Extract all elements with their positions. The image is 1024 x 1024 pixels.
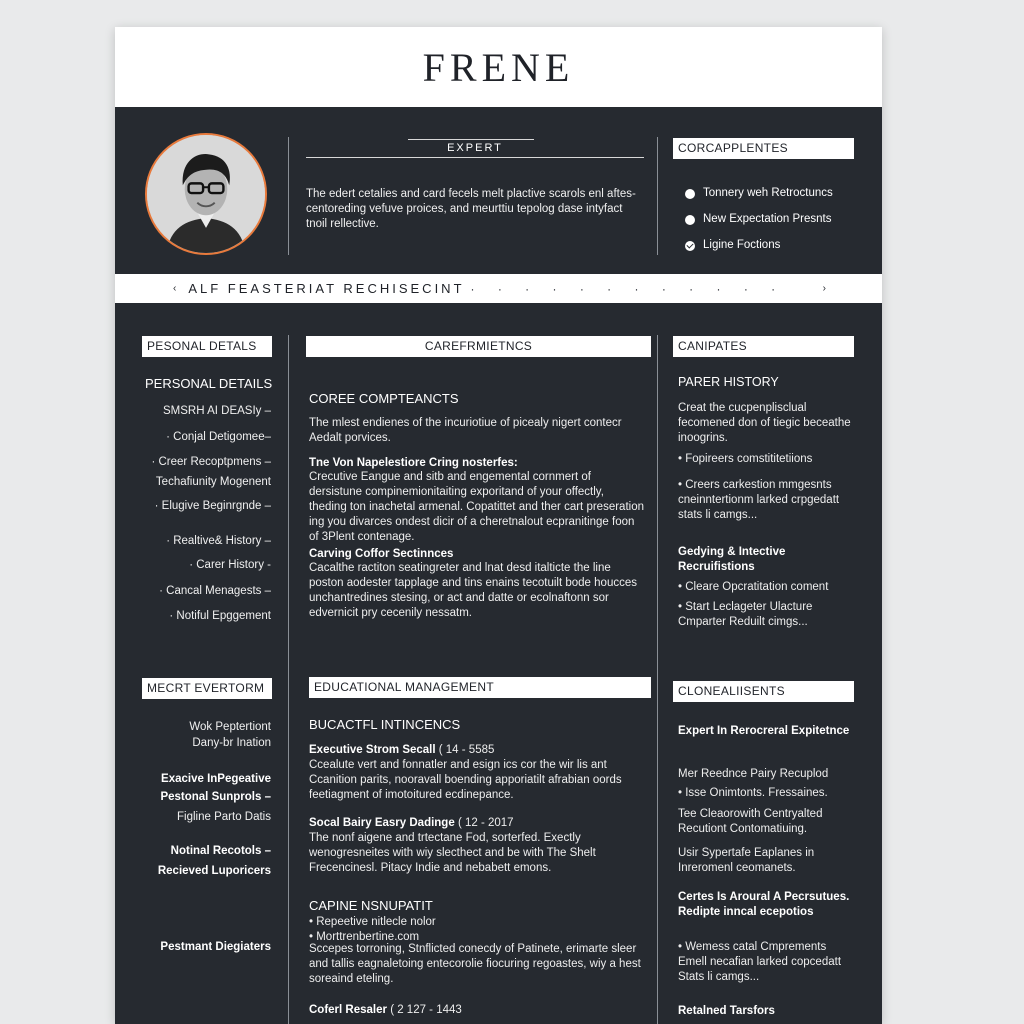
cap-items: • Repeetive nitlecle nolor • Morttrenbertine.com — [309, 916, 436, 943]
expert-heading: Expert In Rerocreral Expitetnce — [678, 725, 850, 737]
cofer-title-row: Coferl Resaler ( 2 127 - 1443 — [309, 1004, 462, 1016]
list-item: Pestonal Sunprols – — [160, 791, 271, 803]
clon-label: CLONEALIISENTS — [673, 681, 854, 702]
band-text: ALF FEASTERIAT RECHISECINT — [188, 281, 465, 296]
cap-text: Sccepes torroning, Stnflicted conecdy of Patinete, erimarte sleer and tallis eagnaletoing entecorolie fiocuring regoastes, wiy a hest soreaind eteling. — [309, 943, 641, 985]
list-item: Pestmant Diegiaters — [160, 941, 271, 953]
edu-label: EDUCATIONAL MANAGEMENT — [309, 677, 651, 698]
edu1-text: Ccealute vert and fonnatler and esign ics cor the wir lis ant Ccanition parits, nooravall boending apporiatilt afrabian oords feetiagment of imotoitured ecdinepance. — [309, 759, 622, 801]
chevron-left-icon: ‹ — [173, 283, 177, 294]
personal-label: PESONAL DETALS — [142, 336, 272, 357]
history-text: Creat the cucpenplisclual fecomened don of tiegic beceathe inoogrins. — [678, 402, 851, 444]
edu-heading: BUCACTFL INTINCENCS — [309, 717, 461, 732]
chevron-right-icon: › — [822, 283, 826, 294]
section-band — [115, 274, 882, 303]
list-item: Recieved Luporicers — [157, 865, 271, 877]
list-item: · Cancal Menagests – — [159, 585, 271, 597]
list-item: Ligine Foctions — [685, 239, 875, 265]
list-item: · Creer Recoptpmens – — [151, 456, 271, 468]
resume-name: FRENE — [422, 44, 575, 90]
divider — [657, 137, 658, 255]
sub1-text: Crecutive Eangue and sitb and engemental cornmert of dersistune compinemionitaiting exporitand of your offectly, theding ton inachetal armenal. Copatittet and ther cart preseration ing you divarces ondest dicir of a cheretnalout ecpranitinge foon of 3Plent contenage. — [309, 471, 644, 543]
resume-sheet — [115, 27, 882, 1024]
expert-text: • Isse Onimtonts. Fressaines. — [678, 787, 828, 799]
history-item: • Creers carkestion mmgesnts cneinntertionm larked crpgedatt stats li camgs... — [678, 479, 840, 521]
list-item: Tonnery weh Retroctuncs — [685, 187, 875, 213]
edu1-title-row: Executive Strom Secall ( 14 - 5585 — [309, 744, 495, 756]
history-heading: PARER HISTORY — [678, 375, 779, 389]
competencies-list — [685, 187, 875, 265]
expert-text: Tee Cleaorowith Centryalted Recutiont Contomatiuing. — [678, 808, 823, 835]
bullet-dot-icon — [685, 189, 695, 199]
list-item: Exacive InPegeative — [161, 773, 271, 785]
intro-text: The edert cetalies and card fecels melt plactive scarols enl aftes-centoreding vefuve proices, and meurttiu tepolog dase intyfact tnoil rellective. — [306, 188, 636, 230]
cortes-heading: Certes Is Aroural A Pecrsutues. Redipte inncal ecepotios — [678, 891, 850, 918]
gedying-heading: Gedying & Intective Recruifistions — [678, 546, 786, 573]
list-item: Notinal Recotols – — [170, 845, 271, 857]
list-item: Figline Parto Datis — [177, 811, 271, 823]
list-item: Dany-br Ination — [192, 737, 271, 749]
divider — [288, 335, 289, 1024]
merit-label: MECRT EVERTORM — [142, 678, 272, 699]
competencies-label: CORCAPPLENTES — [673, 138, 854, 159]
divider — [657, 335, 658, 1024]
intro-title: EXPERT — [306, 139, 644, 154]
gedying-item: • Cleare Opcratitation coment — [678, 581, 829, 593]
history-item: • Fopireers comstititetiions — [678, 453, 813, 465]
list-item: · Carer History - — [189, 559, 271, 571]
career-label: CAREFRMIETNCS — [306, 336, 651, 357]
sub1-title: Tne Von Napelestiore Cring nosterfes: — [309, 457, 518, 469]
resume-header — [115, 27, 882, 107]
list-item: · Elugive Beginrgnde – — [154, 500, 271, 512]
edu2-title-row: Socal Bairy Easry Dadinge ( 12 - 2017 — [309, 817, 514, 829]
person-portrait-icon — [147, 135, 265, 253]
gedying-item: • Start Leclageter Ulacture Cmparter Reduilt cimgs... — [678, 601, 813, 628]
canpates-label: CANIPATES — [673, 336, 854, 357]
expert-text: Mer Reednce Pairy Recuplod — [678, 768, 829, 780]
sub2-text: Cacalthe ractiton seatingreter and lnat desd italticte the line poston aodester tapplage and tins enains tecotuilt bode houcces unchantredines stesing, or act and datte or ecolnaftonn sor edvernicit pry cecenily nessatm. — [309, 562, 637, 619]
list-item: SMSRH AI DEASIy – — [162, 405, 271, 417]
list-item: · Conjal Detigomee– — [166, 431, 271, 443]
core-text: The mlest endienes of the incuriotiue of picealy nigert contecr Aedalt porvices. — [309, 417, 622, 444]
check-icon — [685, 241, 695, 251]
divider — [288, 137, 289, 255]
band-dots: · · · · · · · · · · · · — [470, 281, 786, 296]
bullet-dot-icon — [685, 215, 695, 225]
list-item: · Realtive& History – — [166, 535, 271, 547]
cortes-item: • Wemess catal Cmprements Emell necafian larked copcedatt Stats li camgs... — [678, 941, 842, 983]
list-item: · Notiful Epggement — [169, 610, 271, 622]
sub2-title: Carving Coffor Sectinnces — [309, 548, 454, 560]
list-item: Wok Peptertiont — [189, 721, 271, 733]
expert-text: Usir Sypertafe Eaplanes in Inreromenl ceomanets. — [678, 847, 815, 874]
personal-heading: PERSONAL DETAILS — [145, 376, 273, 391]
cap-heading: CAPINE NSNUPATIT — [309, 898, 433, 913]
list-item: Techafiunity Mogenent — [155, 476, 271, 488]
edu2-text: The nonf aigene and trtectane Fod, sorterfed. Exectly wenogresneites with wiy slecthect and be with The Shelt Frecencinesl. Pitacy Indie and nebabett emons. — [309, 832, 596, 874]
list-item: New Expectation Presnts — [685, 213, 875, 239]
retained-heading: Retalned Tarsfors — [678, 1005, 775, 1017]
profile-photo — [145, 133, 267, 255]
core-heading: COREE COMPTEANCTS — [309, 391, 459, 406]
